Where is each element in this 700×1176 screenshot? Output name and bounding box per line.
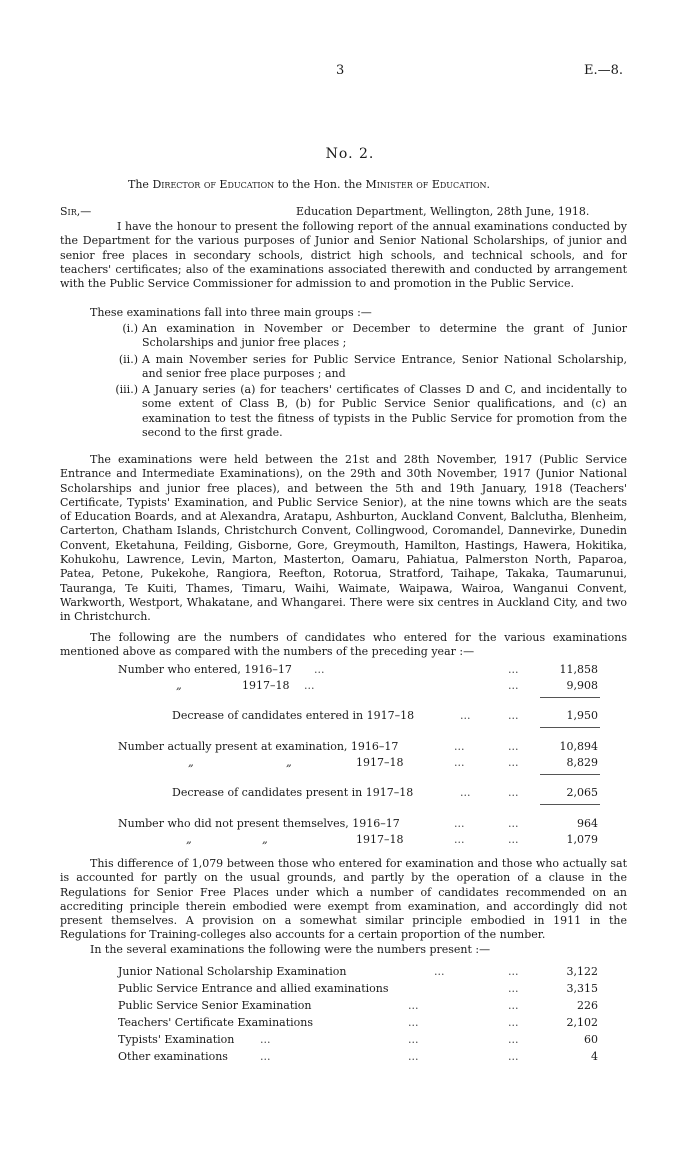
- stat-value: 2,065: [566, 786, 598, 799]
- leader-dots: ...: [508, 999, 519, 1012]
- stat-label: Number actually present at examination, 1916–17: [118, 740, 399, 753]
- stat-value: 10,894: [559, 740, 598, 753]
- page-number: 3: [336, 63, 345, 78]
- letter-heading: [128, 178, 490, 192]
- table-row: [118, 1033, 600, 1048]
- stat-row-present-1916: [118, 740, 600, 755]
- stat-row-entered-1917: [118, 679, 600, 694]
- table-row: [118, 1016, 600, 1031]
- leader-dots: ...: [508, 817, 519, 830]
- heading-the: The: [128, 178, 149, 191]
- ditto-mark: „: [186, 833, 192, 846]
- leader-dots: ...: [454, 833, 465, 846]
- leader-dots: ...: [408, 1050, 419, 1063]
- exam-label: Public Service Entrance and allied examinations: [118, 982, 389, 995]
- leader-dots: ...: [508, 833, 519, 846]
- leader-dots: ...: [508, 1050, 519, 1063]
- heading-to: to the Hon. the: [277, 178, 362, 191]
- leader-dots: ...: [508, 1016, 519, 1029]
- exam-label: Other examinations: [118, 1050, 228, 1063]
- stat-value: 1,950: [566, 709, 598, 722]
- exam-label: Typists' Examination: [118, 1033, 235, 1046]
- leader-dots: ...: [508, 679, 519, 692]
- stat-value: 9,908: [566, 679, 598, 692]
- table-row: [118, 999, 600, 1014]
- list-item-number: (i.): [122, 322, 138, 335]
- stat-value: 1,079: [566, 833, 598, 846]
- list-item: [106, 322, 627, 351]
- exam-label: Junior National Scholarship Examination: [118, 965, 347, 978]
- stat-value: 11,858: [559, 663, 598, 676]
- ditto-mark: „: [188, 756, 194, 769]
- stat-row-decrease-present: [172, 786, 600, 801]
- stat-label: 1917–18: [242, 679, 290, 692]
- list-item: [106, 353, 627, 382]
- leader-dots: ...: [460, 786, 471, 799]
- rule-line: [540, 697, 600, 698]
- leader-dots: ...: [508, 663, 519, 676]
- heading-minister: Minister of Education.: [365, 178, 491, 191]
- stat-label: Number who entered, 1916–17: [118, 663, 292, 676]
- leader-dots: ...: [454, 817, 465, 830]
- list-item-text: A main November series for Public Service Entrance, Senior National Scholarship, and senior free place purposes ; and: [142, 352, 627, 380]
- list-item-text: A January series (a) for teachers' certificates of Classes D and C, and incidentally to some extent of Class B, (b) for Public Service Senior qualifications, and (c) an examination to test the fitness of typists in the Public Service for promotion from the second to the first grade.: [142, 383, 627, 440]
- rule-line: [540, 727, 600, 728]
- stat-label: Decrease of candidates present in 1917–18: [172, 786, 414, 799]
- rule-line: [540, 804, 600, 805]
- exam-value: 2,102: [566, 1016, 598, 1029]
- stat-label: 1917–18: [356, 833, 404, 846]
- leader-dots: ...: [508, 982, 519, 995]
- exam-value: 226: [577, 999, 598, 1012]
- leader-dots: ...: [408, 999, 419, 1012]
- exam-value: 4: [591, 1050, 598, 1063]
- leader-dots: ...: [408, 1033, 419, 1046]
- paragraph-groups-intro: These examinations fall into three main groups :—: [90, 306, 372, 319]
- stat-row-present-1917: [118, 756, 600, 771]
- salutation: Sir,—: [60, 205, 92, 218]
- stat-row-decrease-entered: [172, 709, 600, 724]
- leader-dots: ...: [508, 709, 519, 722]
- ditto-mark: „: [286, 756, 292, 769]
- dateline: Education Department, Wellington, 28th June, 1918.: [296, 205, 590, 218]
- exam-label: Public Service Senior Examination: [118, 999, 312, 1012]
- ditto-mark: „: [176, 679, 182, 692]
- stat-row-absent-1917: [118, 833, 600, 848]
- stat-row-entered-1916: [118, 663, 600, 678]
- leader-dots: ...: [508, 756, 519, 769]
- exam-value: 3,315: [566, 982, 598, 995]
- stat-label: Decrease of candidates entered in 1917–18: [172, 709, 415, 722]
- table-row: [118, 982, 600, 997]
- list-item-number: (ii.): [118, 352, 138, 366]
- table-row: [118, 1050, 600, 1065]
- list-item: [106, 383, 627, 440]
- list-item-number: (iii.): [115, 383, 138, 397]
- leader-dots: ...: [508, 965, 519, 978]
- paragraph-intro: I have the honour to present the following report of the annual examinations conducted by the Department for the various purposes of Junior and Senior National Scholarships, of junior and senior free places in secondary schools, district high schools, and technical schools, and for teachers' certificates; also of the examinations associated therewith and conducted by arrangement with the Public Service Commissioner for admission to and promotion in the Public Service.: [60, 220, 627, 291]
- exam-label: Teachers' Certificate Examinations: [118, 1016, 314, 1029]
- leader-dots: ...: [508, 1033, 519, 1046]
- leader-dots: ...: [454, 740, 465, 753]
- stat-label: Number who did not present themselves, 1916–17: [118, 817, 400, 830]
- exam-value: 60: [584, 1033, 598, 1046]
- document-number: No. 2.: [325, 146, 375, 162]
- stat-value: 8,829: [566, 756, 598, 769]
- leader-dots: ...: [260, 1050, 271, 1063]
- leader-dots: ...: [454, 756, 465, 769]
- rule-line: [540, 774, 600, 775]
- page-reference: E.—8.: [584, 63, 624, 78]
- paragraph-numbers-intro: The following are the numbers of candidates who entered for the various examinations mentioned above as compared with the numbers of the preceding year :—: [60, 631, 627, 659]
- leader-dots: ...: [260, 1033, 271, 1046]
- heading-director: Director of Education: [152, 178, 275, 191]
- exam-value: 3,122: [566, 965, 598, 978]
- leader-dots: ...: [508, 740, 519, 753]
- paragraph-difference: This difference of 1,079 between those who entered for examination and those who actually sat is accounted for partly on the usual grounds, and partly by the operation of a clause in the Regulations for Senior Free Places under which a number of candidates recommended on an accrediting principle therein embodied were exempt from examination, and accordingly did not present themselves. A provision on a somewhat similar principle embodied in 1911 in the Regulations for Training-colleges also accounts for a certain proportion of the number.: [60, 857, 627, 942]
- stat-row-absent-1916: [118, 817, 600, 832]
- paragraph-exams-intro: In the several examinations the following were the numbers present :—: [90, 943, 491, 956]
- leader-dots: ...: [508, 786, 519, 799]
- leader-dots: ...: [304, 679, 315, 692]
- leader-dots: ...: [408, 1016, 419, 1029]
- leader-dots: ...: [314, 663, 325, 676]
- ditto-mark: „: [262, 833, 268, 846]
- leader-dots: ...: [460, 709, 471, 722]
- table-row: [118, 965, 600, 980]
- stat-value: 964: [577, 817, 598, 830]
- groups-list: [106, 322, 627, 442]
- leader-dots: ...: [434, 965, 445, 978]
- list-item-text: An examination in November or December to determine the grant of Junior Scholarships and junior free places ;: [142, 322, 627, 350]
- paragraph-centres: The examinations were held between the 21st and 28th November, 1917 (Public Service Entrance and Intermediate Examinations), on the 29th and 30th November, 1917 (Junior National Scholarships and junior free places), and between the 5th and 19th January, 1918 (Teachers' Certificate, Typists' Examination, and Public Service Senior), at the nine towns which are the seats of Education Boards, and at Alexandra, Aratapu, Ashburton, Auckland Convent, Balclutha, Blenheim, Carterton, Chatham Islands, Christchurch Convent, Collingwood, Coromandel, Dannevirke, Dunedin Convent, Eketahuna, Feilding, Gisborne, Gore, Greymouth, Hamilton, Hastings, Hawera, Hokitika, Kohukohu, Lawrence, Levin, Marton, Masterton, Oamaru, Pahiatua, Palmerston North, Paparoa, Patea, Petone, Pukekohe, Rangiora, Reefton, Rotorua, Stratford, Taihape, Takaka, Taumarunui, Tauranga, Te Kuiti, Thames, Timaru, Waihi, Waimate, Waipawa, Wairoa, Wanganui Convent, Warkworth, Westport, Whakatane, and Whangarei. There were six centres in Auckland City, and two in Christchurch.: [60, 453, 627, 624]
- stat-label: 1917–18: [356, 756, 404, 769]
